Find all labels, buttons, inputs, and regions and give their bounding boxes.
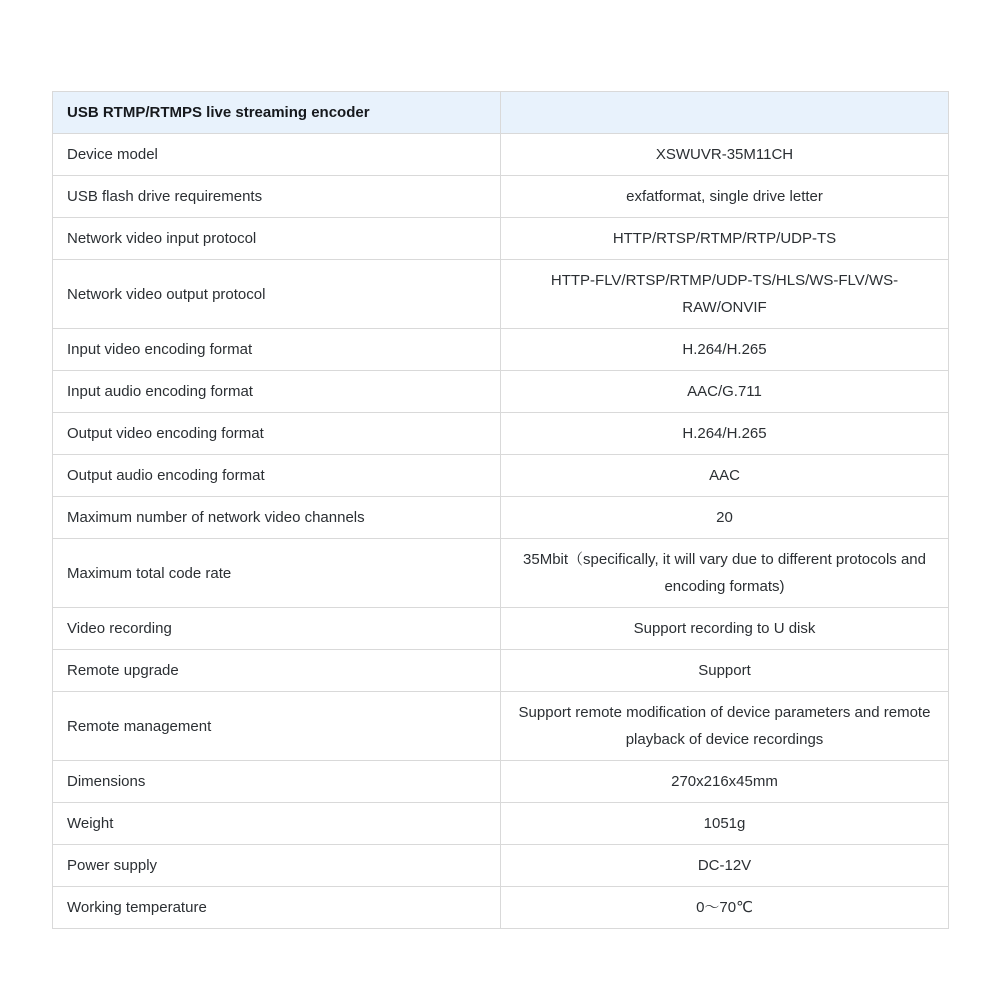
spec-label: Input audio encoding format — [53, 371, 501, 413]
spec-row — [53, 761, 949, 803]
spec-value: HTTP/RTSP/RTMP/RTP/UDP-TS — [501, 218, 949, 260]
spec-label: Video recording — [53, 608, 501, 650]
spec-label: Network video input protocol — [53, 218, 501, 260]
spec-label: Output video encoding format — [53, 413, 501, 455]
spec-row — [53, 608, 949, 650]
spec-label: USB flash drive requirements — [53, 176, 501, 218]
spec-row — [53, 650, 949, 692]
spec-table-container — [52, 91, 948, 929]
spec-row — [53, 371, 949, 413]
spec-value: exfatformat, single drive letter — [501, 176, 949, 218]
spec-label: Maximum total code rate — [53, 539, 501, 608]
spec-value: XSWUVR-35M11CH — [501, 134, 949, 176]
spec-value: 270x216x45mm — [501, 761, 949, 803]
spec-value: Support — [501, 650, 949, 692]
spec-value: H.264/H.265 — [501, 413, 949, 455]
spec-label: Power supply — [53, 845, 501, 887]
spec-label: Working temperature — [53, 887, 501, 929]
spec-row — [53, 497, 949, 539]
spec-row — [53, 887, 949, 929]
spec-row — [53, 134, 949, 176]
spec-row — [53, 803, 949, 845]
spec-label: Network video output protocol — [53, 260, 501, 329]
spec-value: DC-12V — [501, 845, 949, 887]
spec-value: 20 — [501, 497, 949, 539]
spec-label: Dimensions — [53, 761, 501, 803]
spec-value: 35Mbit（specifically, it will vary due to different protocols and encoding formats) — [501, 539, 949, 608]
spec-row — [53, 329, 949, 371]
spec-value: AAC — [501, 455, 949, 497]
spec-label: Device model — [53, 134, 501, 176]
spec-label: Output audio encoding format — [53, 455, 501, 497]
spec-row — [53, 260, 949, 329]
spec-label: Remote management — [53, 692, 501, 761]
spec-row — [53, 455, 949, 497]
spec-row — [53, 176, 949, 218]
spec-table — [52, 91, 949, 929]
spec-row — [53, 539, 949, 608]
spec-value: AAC/G.711 — [501, 371, 949, 413]
spec-value: 0～70℃ — [501, 887, 949, 929]
spec-label: Weight — [53, 803, 501, 845]
spec-value: Support recording to U disk — [501, 608, 949, 650]
spec-label: Input video encoding format — [53, 329, 501, 371]
spec-row — [53, 413, 949, 455]
spec-row — [53, 845, 949, 887]
spec-label: Remote upgrade — [53, 650, 501, 692]
table-header-spacer — [501, 92, 949, 134]
table-title: USB RTMP/RTMPS live streaming encoder — [53, 92, 501, 134]
spec-label: Maximum number of network video channels — [53, 497, 501, 539]
spec-row — [53, 692, 949, 761]
spec-value: Support remote modification of device parameters and remote playback of device recordings — [501, 692, 949, 761]
spec-rows — [53, 134, 949, 929]
spec-value: HTTP-FLV/RTSP/RTMP/UDP-TS/HLS/WS-FLV/WS-RAW/ONVIF — [501, 260, 949, 329]
spec-value: H.264/H.265 — [501, 329, 949, 371]
table-header-row — [53, 92, 949, 134]
spec-value: 1051g — [501, 803, 949, 845]
spec-row — [53, 218, 949, 260]
